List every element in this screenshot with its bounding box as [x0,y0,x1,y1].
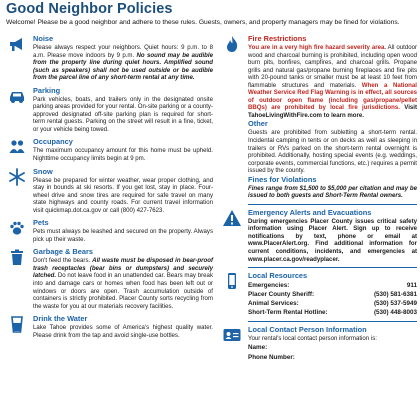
pets-text: Pets must always be leashed and secured on the property. Always pick up their waste. [33,228,213,243]
right-column [220,34,417,367]
resources-section [220,271,417,317]
garbage-text [33,257,213,310]
resource-label: Emergencies: [248,282,290,290]
resource-value: (530) 581-6381 [373,291,417,299]
noise-heading: Noise [33,34,54,43]
fines-heading: Fines for Violations [248,174,317,184]
snow-text: Please be prepared for winter weather, wear proper clothing, and stay in bounds at ski resorts. If you get lost, stay in place. Four-wheel drive and snow tires are required for safe travel on many state highways and county roads. For current travel information visit quickmap.dot.ca.gov or call (800) 427-7623. [33,176,213,214]
contact-intro: Your rental's local contact person information is: [248,335,377,343]
water-glass-icon [7,314,27,334]
garbage-heading: Garbage & Bears [33,247,93,257]
contact-section [220,325,417,363]
emergency-p2: Find additional information for current conditions, incidents, and emergencies at www.placer.ca.gov/readyplacer. [248,240,417,263]
resource-label: Animal Services: [248,300,299,308]
fire-p1: You are in a very high fire hazard severity area. [248,44,387,51]
noise-p1: Please always respect your neighbors. Quiet hours: 9 p.m. to 8 a.m. Please move indoors by 9 p.m. [33,44,213,59]
paw-icon [7,218,27,238]
noise-section [5,34,213,82]
resource-row [248,299,417,308]
divider [248,204,417,205]
contact-name-label: Name: [248,343,268,351]
resource-value: (530) 448-8003 [373,309,417,317]
fines-text [248,185,417,200]
resource-label: Short-Term Rental Hotline: [248,309,328,317]
occupancy-section [5,137,213,162]
fire-p2: All outdoor wood and charcoal burning is prohibited, including open wood burn pits, bonfires, campfires, and charcoal grills. Propane grills and natural gas/propane burning fireplaces and fire pits with 20-pound tanks or smaller must be at least 10 feet from flammable structures and materials. [248,44,418,89]
resource-value: (530) 537-5949 [373,300,417,308]
parking-text: Park vehicles, boats, and trailers only in the designated onsite parking areas provided for your rental. On-site parking or a county-approved designated off-site parking plan is required for short-term rental guests. Parking on the street will result in a fine, ticket, or your vehicle being towed. [33,95,213,133]
noise-text [33,44,213,82]
fire-section [220,34,417,200]
emergency-text [248,218,417,263]
left-column [5,34,213,343]
page-title: Good Neighbor Policies [6,1,173,17]
contact-phone-label: Phone Number: [248,353,295,361]
noise-p2: No sound may be audible from the property line during quiet hours. Amplified sound (such as speakers) shall not be used outside or be audible from the parcel line of any short-term rental at any time. [33,51,213,82]
phone-icon [222,271,242,291]
trash-can-icon [7,247,27,267]
garbage-p1: Don't feed the bears. [33,257,91,265]
resource-row [248,281,417,290]
resource-label: Placer County Sheriff: [248,291,315,299]
divider [248,321,417,322]
alert-triangle-icon [222,208,242,228]
water-section [5,314,213,339]
intro-text: Welcome! Please be a good neighbor and adhere to these rules. Guests, owners, and property managers may be fined for violations. [6,19,400,26]
parking-heading: Parking [33,85,61,95]
snow-heading: Snow [33,166,53,176]
resource-row [248,290,417,299]
resources-heading: Local Resources [248,271,308,281]
snowflake-icon [7,167,27,187]
people-icon [7,137,27,157]
garbage-p3: Do not leave food in an unattended car. Bears may break into and damage cars or homes when food has been left out or windows or doors are open. Trash accumulation outside of containers is strictly prohibited. Placer County sorts recycling from the waste for you at our materials recovery facilities. [33,272,213,310]
fire-heading: Fire Restrictions [248,34,307,43]
megaphone-icon [7,34,27,54]
pets-section [5,218,213,243]
parking-section [5,86,213,134]
resource-value: 911 [406,282,417,290]
water-text: Lake Tahoe provides some of America's highest quality water. Please drink from the tap and avoid single-use bottles. [33,324,213,339]
emergency-heading: Emergency Alerts and Evacuations [248,207,372,217]
resource-row [248,308,417,317]
pets-heading: Pets [33,218,49,228]
contact-heading: Local Contact Person Information [248,325,367,335]
snow-section [5,167,213,215]
occupancy-heading: Occupancy [33,137,73,147]
fire-p4: Visit TahoeLivingWithFire.com to learn more. [248,104,417,119]
fines-body: Fines range from $1,500 to $5,000 per citation and may be issued to both guests and Short-Term Rental owners. [248,184,417,200]
garbage-p2: All waste must be disposed in bear-proof trash receptacles (bear bins or dumpsters) and securely latched. [33,257,213,280]
divider [248,267,417,268]
other-heading: Other [248,119,268,129]
car-icon [7,86,27,106]
emergency-section [220,208,417,263]
fire-icon [222,34,242,54]
garbage-section [5,247,213,310]
fire-text [248,44,417,119]
contact-card-icon [222,325,242,345]
other-text: Guests are prohibited from subletting a short-term rental. Incidental camping in tents or on decks as well as sleeping in trailers or RVs parked on the short-term rental overnight is prohibited. Additionally, hosting special events (e.g. weddings, corporate events, commercial functions, etc.) requires a permit issued by the county. [248,129,417,175]
emergency-p1: During emergencies Placer County issues critical safety information using Placer Alert. Sign up to receive notifications by text, phone or email at www.PlacerAlert.org. [248,217,417,248]
occupancy-text: The maximum occupancy amount for this home must be upheld. Nighttime occupancy limits begin at 9 pm. [33,147,213,163]
water-heading: Drink the Water [33,314,88,324]
fire-p3: When a National Weather Service Red Flag Warning is in effect, all sources of outdoor open flame (including gas/propane/pellet BBQs) are prohibited by local fire jurisdictions. [248,81,417,112]
